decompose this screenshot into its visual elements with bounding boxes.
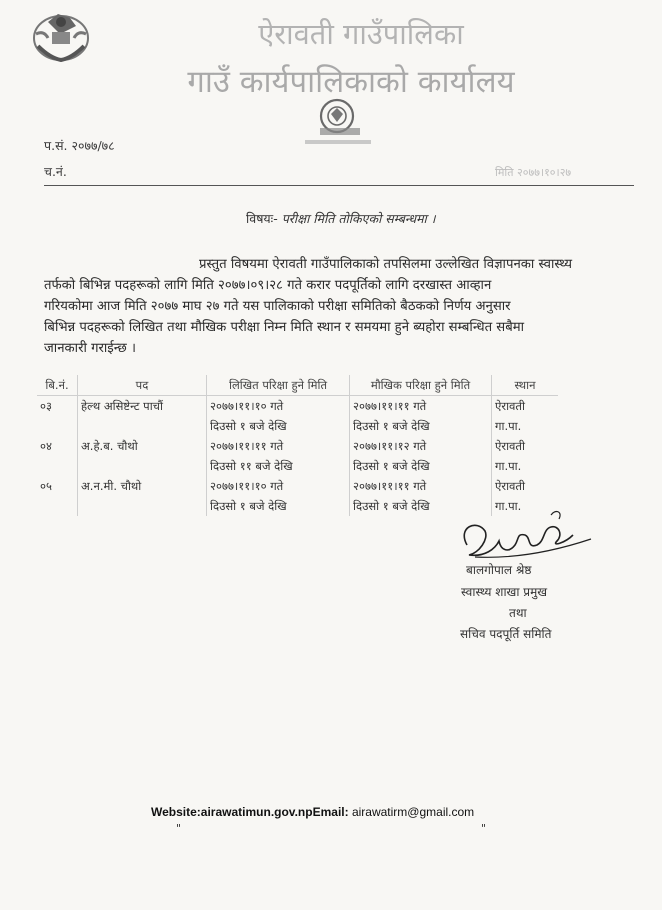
cell-written-date: २०७७।११।१० गते	[207, 476, 350, 496]
subject-text: परीक्षा मिति तोकिएको सम्बन्धमा ।	[281, 211, 436, 226]
cell-sn: ०३	[37, 396, 78, 417]
table-row	[37, 476, 558, 496]
signatory-committee: सचिव पदपूर्ति समिति	[460, 627, 552, 641]
reference-number: प.सं. २०७७/७८	[44, 138, 115, 153]
body-line: प्रस्तुत विषयमा ऐरावती गाउँपालिकाको तपसिलमा उल्लेखित विज्ञापनका स्वास्थ्य	[199, 257, 572, 272]
office-name: ऐरावती गाउँपालिका	[258, 17, 464, 51]
cell-place: ऐरावती	[495, 438, 525, 453]
cell-oral-time: दिउसो १ बजे देखि	[350, 416, 492, 436]
cell-post: हेल्थ असिष्टेन्ट पाचौं	[78, 396, 207, 417]
cell-place-2: गा.पा.	[495, 498, 522, 513]
footer-contact	[151, 805, 474, 819]
cell-written-time: दिउसो १ बजे देखि	[207, 416, 350, 436]
cell-place: ऐरावती	[495, 398, 525, 413]
table-row	[37, 456, 558, 476]
cell-post: अ.हे.ब. चौथो	[78, 436, 207, 456]
office-subtitle: गाउँ कार्यपालिकाको कार्यालय	[187, 64, 515, 100]
signatory-name: बालगोपाल श्रेष्ठ	[466, 563, 532, 577]
col-header-oral-date: मौखिक परिक्षा हुने मिति	[350, 375, 492, 396]
table-row	[37, 396, 558, 417]
col-header-written-date: लिखित परिक्षा हुने मिति	[207, 375, 350, 396]
table-header-row	[37, 375, 558, 396]
cell-oral-date: २०७७।११।१२ गते	[350, 436, 492, 456]
cell-written-date: २०७७।११।१० गते	[207, 396, 350, 417]
cell-written-time: दिउसो १ बजे देखि	[207, 496, 350, 516]
cell-sn: ०५	[37, 476, 78, 496]
website-label: Website:	[151, 805, 201, 819]
exam-schedule-table	[37, 375, 558, 516]
cell-oral-date: २०७७।११।११ गते	[350, 396, 492, 417]
col-header-post: पद	[78, 375, 207, 396]
website-link[interactable]: airawatimun.gov.np	[200, 805, 313, 819]
cell-oral-time: दिउसो १ बजे देखि	[350, 496, 492, 516]
letter-date: मिति २०७७।१०।२७	[495, 166, 572, 179]
subject-line	[246, 210, 436, 227]
body-line: तर्फको बिभिन्न पदहरूको लागि मिति २०७७।०९।२८ गते करार पदपूर्तिको लागि दरखास्त आव्हान	[44, 278, 492, 293]
signatory-role: स्वास्थ्य शाखा प्रमुख	[461, 585, 548, 599]
header-divider	[44, 185, 634, 186]
cell-oral-date: २०७७।११।११ गते	[350, 476, 492, 496]
col-header-sn: बि.नं.	[37, 375, 78, 396]
cell-written-date: २०७७।११।११ गते	[207, 436, 350, 456]
cell-written-time: दिउसो ११ बजे देखि	[207, 456, 350, 476]
dispatch-number: च.नं.	[44, 164, 67, 179]
cell-place-2: गा.पा.	[495, 458, 522, 473]
body-line: जानकारी गराईन्छ ।	[44, 341, 136, 356]
footer-mark: "	[176, 822, 182, 835]
email-link[interactable]: airawatirm@gmail.com	[351, 805, 475, 819]
cell-place: ऐरावती	[495, 478, 525, 493]
subject-label: विषयः-	[246, 211, 278, 226]
body-line: गरियकोमा आज मिति २०७७ माघ २७ गते यस पालिकाको परीक्षा समितिको बैठकको निर्णय अनुसार	[44, 299, 511, 314]
body-line: बिभिन्न पदहरूको लिखित तथा मौखिक परीक्षा निम्न मिति स्थान र समयमा हुने ब्यहोरा सम्बन्धित सबैमा	[44, 320, 525, 335]
cell-post: अ.न.मी. चौथो	[78, 476, 207, 496]
table-row	[37, 436, 558, 456]
cell-sn: ०४	[37, 436, 78, 456]
cell-oral-time: दिउसो १ बजे देखि	[350, 456, 492, 476]
col-header-place: स्थान	[492, 375, 559, 396]
footer-mark: "	[481, 822, 487, 835]
office-seal-icon	[300, 92, 378, 154]
cell-place-2: गा.पा.	[495, 418, 522, 433]
table-row	[37, 416, 558, 436]
signatory-and: तथा	[509, 606, 527, 620]
email-label: Email:	[312, 805, 349, 819]
